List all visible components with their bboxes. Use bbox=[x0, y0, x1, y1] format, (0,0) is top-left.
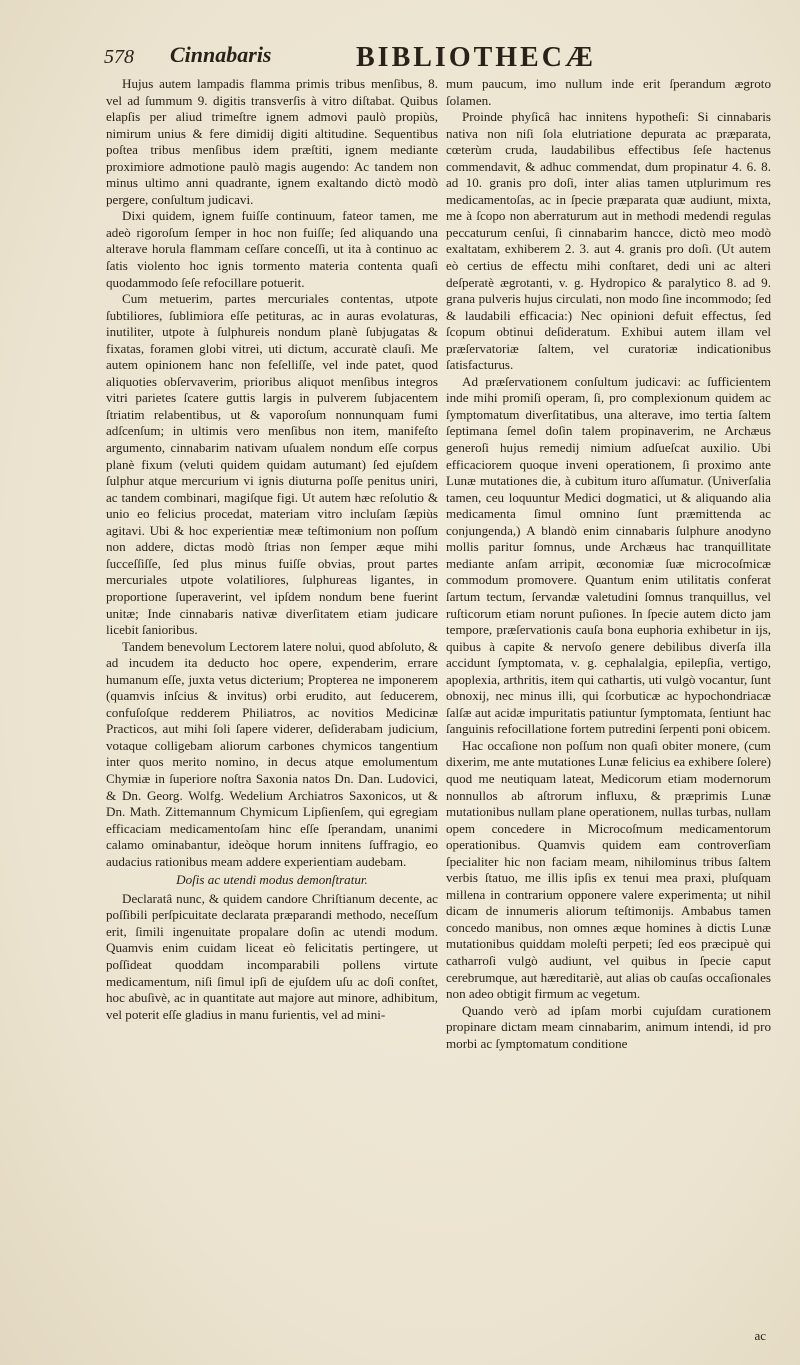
paragraph: Proinde phyſicâ hac innitens hypotheſi: Si cinnabaris nativa non niſi ſola elutriatione depurata ac præparata, cœterùm cruda, laudabilibus effectibus ſeſe hactenus commendavit, & adhuc commendat, dum propinatur 4. 6. 8. ad 10. granis pro doſi, inter alias tamen utplurimum res medicamentoſas, ac in ſpecie præparata quæ audiunt, mixta, me à ſcopo non aberraturum aut in methodi medendi regulas peccaturum cenſui, ſi cinnabarim hancce, dictò meo modò exaltatam, exhiberem 2. 3. aut 4. granis pro doſi. (Ut autem eò certius de effectu mihi conſtaret, dedi uni ac alteri deſperatè ægrotanti, v. g. Hydropico & paralytico 8. ad 9. grana pulveris hujus circulati, non modo ſine incommodo; ſed & laudabili efficacia:) Nec opinioni defuit effectus, ſed ſcopum obtinui deſideratum. Exhibui autem illam vel præſervatoriæ ſaltem, vel curatoriæ indicationibus ſatisfacturus. bbox=[446, 109, 771, 373]
running-head: Cinnabaris bbox=[170, 42, 272, 67]
paragraph: Ad præſervationem conſultum judicavi: ac ſufficientem inde mihi promiſi operam, ſi, pro complexionum quidem ac ſymptomatum diverſitatibus, una alterave, imo tertia ſaltem ſeptimana ſemel doſin talem propinaverim, ne Archæus generoſi hujus remedij nimium adſueſcat auxilio. Ubi efficaciorem quoque inveni operationem, ſi proximo ante Lunæ mutationes die, à cubitum ituro aſſumatur. (Univerſalia tamen, ceu loquuntur Medici dogmatici, ut & aliquando alia medicamenta ſimul omnino ſunt præmittenda ac conjungenda,) A blandò enim cinnabaris ſulphure anodyno mollis paritur ſomnus, unde Archæus hac tranquillitate mediante anſam arripit, œconomiæ ſuæ microcoſmicæ commodum promovere. Quantum enim utilitatis conferat ſartum tectum, ſervandæ valetudini ſomnus tranquillus, vel ruſticorum etiam norunt puſiones. In ſpecie autem dicto jam tempore, præſervationis cauſa bona euphoria exhibetur in ijs, quibus à capite & nervoſo genere debilibus diverſa illa accidunt ſymptomata, v. g. cephalalgia, epilepſia, vertigo, apoplexia, arthritis, item qui cathartis, uti vulgò vocantur, ſunt obnoxij, nec minus illi, qui ſcorbuticæ ac hypochondriacæ ſalſæ aut acidæ impuritatis patiuntur ſymptomata, ſentiunt hac ſanguinis refocillatione fortem putredini ſerpenti poni obicem. bbox=[446, 373, 771, 737]
paragraph: Hujus autem lampadis flamma primis tribus menſibus, 8. vel ad ſummum 9. digitis transverſis à vitro diſtabat. Quibus elapſis per aliud trimeſtre ignem admovi paulò propiùs, nimirum unius & fere dimidij digiti altitudine. Sequentibus poſtea tribus menſibus idem præſtiti, ignem mediante proximiore admotione paulò magis augendo: Ac tandem non minus ultimo anni quadrante, ignem exaltando dictò modò pergere, conſultum judicavi. bbox=[106, 76, 438, 207]
paragraph: Dixi quidem, ignem fuiſſe continuum, fateor tamen, me adeò rigoroſum ſemper in hoc non fuiſſe; ſed aliquando una alterave horula flammam ceſſare conceſſi, ut ita à continuo ac ſatis violento hoc ignis tormento materia contenta quaſi quodammodo ſeſe refocillare potuerit. bbox=[106, 208, 438, 290]
paragraph: mum paucum, imo nullum inde erit ſperandum ægroto ſolamen. bbox=[446, 76, 771, 108]
right-column bbox=[446, 76, 771, 1052]
paragraph: Cum metuerim, partes mercuriales contentas, utpote ſubtiliores, ſublimiora eſſe petituras, ac in auras evolaturas, inutiliter, utpote à ſulphureis nondum planè ſubjugatas & fixatas, foramen globi vitrei, uti dictum, accuratè clauſi. Me autem opinionem hanc non feſelliſſe, vel inde patet, quod aliquoties obſervaverim, prioribus aliquot menſibus integros vitri parietes ſcatere guttis largis in pulverem ſubjacentem ſtriatim relabentibus, ut & vaporoſum nonnunquam fumi adſcenſum; in ultimis vero menſibus non item, manifeſto argumento, cinnabarim nativam uſualem nondum eſſe corpus planè fixum (veluti quidem quidam autumant) ſed ejuſdem ſulphur atque mercurium vi ignis diuturna poſſe penitus uniri, ac tandem combinari, magiſque figi. Ut autem hæc reſolutio & unio eo felicius procedat, materiam vitro incluſam ſæpiùs agitavi. Ubi & hoc experientiæ meæ teſtimonium non poſſum non addere, dictas modò ſtrias non ſemper æque mihi ſucceſſiſſe, ſed plus minus fuiſſe obvias, prout partes mercuriales utpote volatiliores, ſulphureas ligantes, in proportione ſuperaverint, vel ipſdem nondum bene fuerint unitæ; Inde cinnabaris nativæ diverſitatem etiam judicare licebit ſanioribus. bbox=[106, 291, 438, 638]
catchword: ac bbox=[754, 1328, 766, 1343]
paragraph: Quando verò ad ipſam morbi cujuſdam curationem propinare dictam meam cinnabarim, animum intendi, id pro morbi ac ſymptomatum conditione bbox=[446, 1002, 771, 1051]
section-heading: Doſis ac utendi modus demonſtratur. bbox=[176, 872, 368, 888]
section-title: BIBLIOTHECÆ bbox=[356, 42, 596, 73]
paragraph: Tandem benevolum Lectorem latere nolui, quod abſoluto, & ad incudem ita deducto hoc opere, expenderim, errare humanum eſſe, juxta vetus dicterium; Propterea ne imponerem (quamvis inſcius & invitus) orbi erudito, aut ſeducerem, confuſoſque redderem Philiatros, ac novitios Medicinæ Practicos, aut mihi ſoli ſapere viderer, deſiderabam judicium, votaque colligebam aliorum carbones chymicos tangentium inter quos merito nomino, in decus atque emolumentum Chymiæ in ſuperiore noſtra Saxonia natos Dn. Dan. Ludovici, & Dn. Georg. Wolfg. Wedelium Archiatros Saxonicos, ut & Dn. Math. Zittemannum Chymicum Lipſienſem, qui egregiam efficaciam medicamentoſam hinc eſſe ſperandam, unanimi calamo ominabantur, ideòque horum innitens ſuffragio, eo audacius rationibus meam addere experientiam audebam. bbox=[106, 638, 438, 869]
left-column bbox=[106, 76, 438, 1023]
page-number: 578 bbox=[104, 46, 134, 68]
page-header bbox=[104, 40, 766, 76]
paragraph: Hac occaſione non poſſum non quaſi obiter monere, (cum dixerim, me ante mutationes Lunæ felicius ea exhibere ſolere) quod me neutiquam lateat, Medicorum etiam modernorum nonnullos ab aſtrorum influxu, & præprimis Lunæ mutationibus nullam plane operationem, nullas turbas, nullam opem concedere in Microcoſmum medicamentorum operationibus. Quamvis quidem eam controverſiam ſpecialiter hic non faciam meam, nihilominus tribus ſaltem verbis ſtatuo, me illis ipſis ex tenui mea praxi, pluſquam millena in contrarium opponere valere experimenta; ut nihil dicam de innumeris aliorum teſtimonijs. Ambabus tamen concedo manibus, non omnes æque homines à dictis Lunæ mutationibus quiddam moleſti perpeti; ſed eos præcipuè qui catharroſi vulgò audiunt, vel quibus in ſpecie caput cerebrumque, aut hæreditariè, aut alias ob cauſas occaſionales non adeo obtigit firmum ac vegetum. bbox=[446, 737, 771, 1002]
paragraph: Declaratâ nunc, & quidem candore Chriſtianum decente, ac poſſibili perſpicuitate declarata præparandi methodo, neceſſum erit, ſimili ingenuitate propalare doſin ac utendi modum. Quamvis enim cuidam liceat eò felicitatis pertingere, ut poſſideat quoddam incomparabili pollens virtute medicamentum, niſi ſimul ipſi de ejuſdem uſu ac doſi conſtet, hoc abuſivè, ac in quantitate aut majore aut minore, adhibitum, vel poterit eſſe gladius in manu furientis, vel ad mini- bbox=[106, 890, 438, 1022]
